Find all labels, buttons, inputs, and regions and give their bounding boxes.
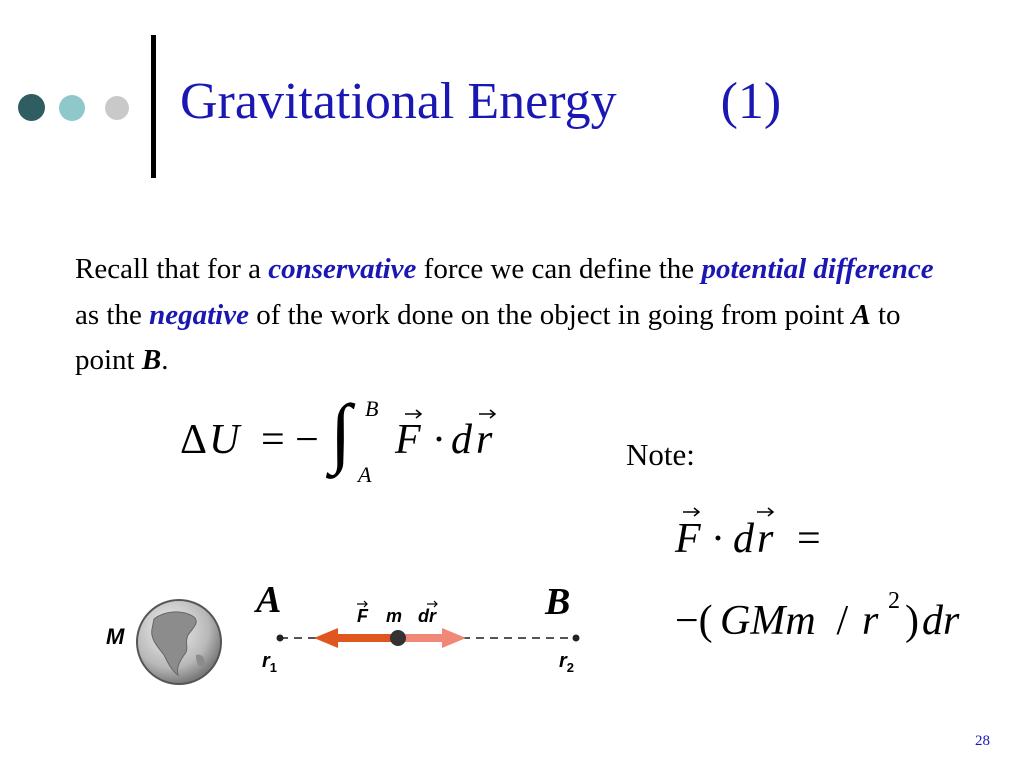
note-open: −(	[675, 598, 713, 644]
keyword-conservative: conservative	[268, 253, 417, 285]
body-text-4: of the work done on the object in going from point	[248, 298, 852, 331]
body-text-6: .	[161, 344, 169, 376]
eq-u: U	[209, 417, 240, 463]
note-force: F	[675, 516, 701, 562]
figure-label-m-mass: M	[106, 624, 125, 649]
note-r: r	[757, 516, 774, 562]
note-slash: /	[826, 598, 859, 644]
decorative-dots	[0, 0, 140, 200]
figure-label-a: A	[256, 579, 282, 621]
note-d: d	[733, 516, 754, 562]
eq-force: F	[395, 417, 421, 463]
eq-d: d	[451, 417, 472, 463]
eq-integral: ∫	[330, 388, 352, 475]
note-r2: r	[862, 598, 879, 644]
note-dr: dr	[922, 598, 960, 644]
eq-lower-limit: A	[358, 462, 372, 487]
figure-label-r2	[559, 650, 574, 675]
r1-letter: r	[262, 650, 270, 672]
eq-vector-arrows	[395, 402, 515, 426]
note-exponent: 2	[888, 588, 900, 614]
eq-equals-minus: = −	[261, 417, 319, 463]
body-paragraph	[75, 247, 955, 384]
slide-title: Gravitational Energy (1)	[180, 73, 782, 130]
note-label: Note:	[626, 437, 695, 472]
dot-teal	[59, 95, 85, 121]
earth-icon	[134, 597, 224, 687]
eq-delta: Δ	[180, 417, 208, 463]
r2-letter: r	[559, 650, 567, 672]
body-text-1: Recall that for a	[75, 253, 269, 285]
r2-subscript: 2	[566, 660, 575, 675]
figure-vector-arrows	[355, 598, 445, 610]
body-text-2: force we can define the	[416, 253, 702, 285]
point-b: B	[141, 344, 162, 376]
point-a: A	[851, 298, 871, 331]
figure-label-m: m	[386, 606, 403, 626]
figure-label-dr: dr	[418, 606, 436, 626]
eq-r: r	[476, 417, 493, 463]
keyword-potential-difference: potential difference	[701, 253, 934, 285]
note-equals: =	[797, 516, 821, 562]
body-text-5: to point	[75, 298, 901, 376]
note-vector-arrows	[675, 500, 785, 524]
body-text-3: as the	[75, 298, 150, 331]
title-divider	[151, 35, 156, 178]
page-number: 28	[975, 733, 990, 749]
note-gmm: GMm	[720, 598, 816, 644]
figure-label-b: B	[545, 581, 571, 623]
r1-subscript: 1	[269, 660, 278, 675]
note-close: )	[905, 598, 919, 644]
keyword-negative: negative	[149, 298, 249, 331]
dot-dark	[18, 94, 45, 121]
eq-dot: ·	[432, 417, 446, 463]
dot-gray	[105, 96, 129, 120]
note-dot: ·	[711, 516, 725, 562]
figure-label-f: F	[357, 606, 368, 626]
eq-upper-limit: B	[365, 396, 379, 421]
figure-label-r1	[262, 650, 277, 675]
